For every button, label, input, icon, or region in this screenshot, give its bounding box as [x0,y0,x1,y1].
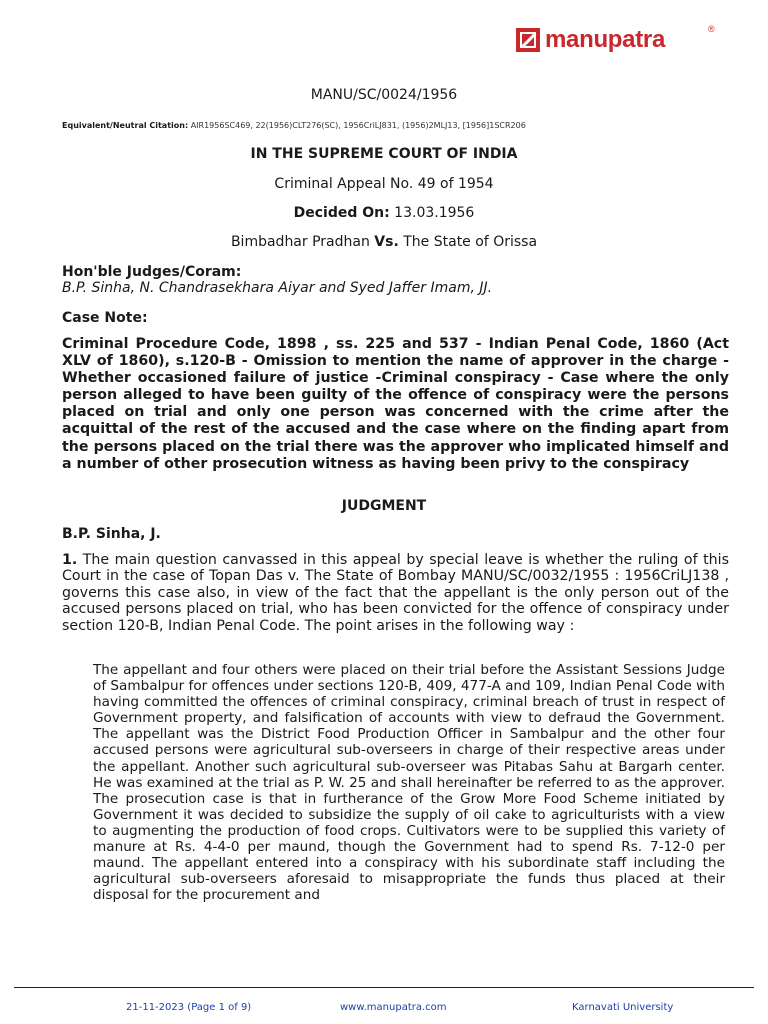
paragraph-text: The main question canvassed in this appeal by special leave is whether the ruling of this Court in the case of Topan Das v. The State of Bombay MANU/SC/0032/1955 : 1956CriLJ138 , governs this case also, in view of the fact that the appellant is the only person out of the accused persons placed on trial, who has been convicted for the offence of conspiracy under section 120-B, Indian Penal Code. The point arises in the following way : [62,552,729,634]
equivalent-citation [62,121,526,130]
respondent-name: The State of Orissa [398,234,538,250]
judgment-heading: JUDGMENT [341,498,427,514]
footer-url[interactable]: www.manupatra.com [340,1002,447,1013]
decided-label: Decided On: [293,205,390,221]
footer-date-page: 21-11-2023 (Page 1 of 9) [126,1002,252,1013]
manupatra-logo [516,26,716,54]
appellant-name: Bimbadhar Pradhan [230,234,375,250]
document-id: MANU/SC/0024/1956 [310,87,458,103]
decided-on [0,205,768,221]
court-name: IN THE SUPREME COURT OF INDIA [250,146,518,162]
appeal-number: Criminal Appeal No. 49 of 1954 [274,176,494,192]
footer-university: Karnavati University [572,1002,674,1013]
paragraph-1 [62,552,729,634]
decided-date: 13.03.1956 [389,205,475,221]
registered-mark: ® [708,24,715,34]
citation-label: Equivalent/Neutral Citation: [62,121,189,130]
footer-divider [14,987,754,988]
judges-list: B.P. Sinha, N. Chandrasekhara Aiyar and Syed Jaffer Imam, JJ. [62,280,493,296]
manupatra-logo-icon [516,28,540,52]
logo-text: manupatra [545,26,665,53]
paragraph-number: 1. [62,552,78,568]
case-note-text: Criminal Procedure Code, 1898 , ss. 225 and 537 - Indian Penal Code, 1860 (Act XLV of 1860), s.120-B - Omission to mention the name of approver in the charge - Whether occasioned failure of justice -Criminal conspiracy - Case where the only person alleged to have been guilty of the offence of conspiracy were the persons placed on trial and only one person was concerned with the crime after the acquittal of the rest of the accused and the case where on the finding apart from the persons placed on the trial there was the approver who implicated himself and a number of other prosecution witness as having been privy to the conspiracy [62,336,729,472]
quoted-passage: The appellant and four others were placed on their trial before the Assistant Sessions Judge of Sambalpur for offences under sections 120-B, 409, 477-A and 109, Indian Penal Code with having committed the offences of criminal conspiracy, criminal breach of trust in respect of Government property, and falsification of accounts with view to defraud the Government. The appellant was the District Food Production Officer in Sambalpur and the other four accused persons were agricultural sub-overseers in charge of their respective areas under the appellant. Another such agricultural sub-overseer was Pitabas Sahu at Bargarh center. He was examined at the trial as P. W. 25 and shall hereinafter be referred to as the approver. The prosecution case is that in furtherance of the Grow More Food Scheme initiated by Government it was decided to subsidize the supply of oil cake to agriculturists with a view to augmenting the production of food crops. Cultivators were to be supplied this variety of manure at Rs. 4-4-0 per maund, though the Government had to spend Rs. 7-12-0 per maund. The appellant entered into a conspiracy with his subordinate staff including the agricultural sub-overseers aforesaid to misappropriate the funds thus placed at their disposal for the procurement and [93,662,725,904]
versus-label: Vs. [374,234,399,250]
citation-value: AIR1956SC469, 22(1956)CLT276(SC), 1956CriLJ831, (1956)2MLJ13, [1956]1SCR206 [188,121,526,130]
judgment-author: B.P. Sinha, J. [62,526,161,542]
judges-heading: Hon'ble Judges/Coram: [62,264,242,280]
case-note-heading: Case Note: [62,310,148,326]
case-parties [0,234,768,250]
